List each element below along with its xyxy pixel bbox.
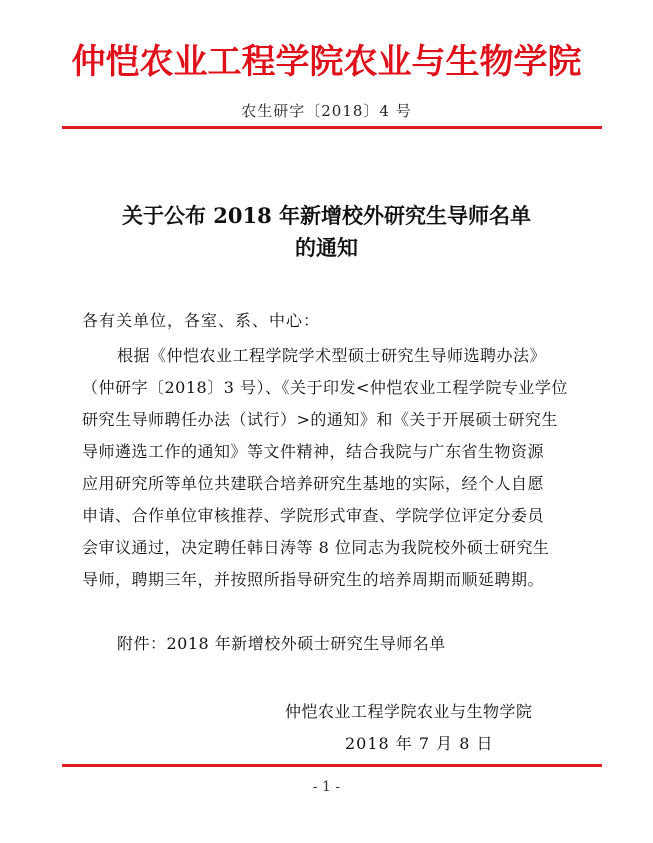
document-title-line-2: 的通知: [295, 235, 358, 260]
paragraph-line: （仲研字〔2018〕3 号）、《关于印发<仲恺农业工程学院专业学位: [82, 378, 568, 397]
footer-divider: [62, 764, 602, 767]
signature-organization: 仲恺农业工程学院农业与生物学院: [285, 702, 533, 721]
document-title-line-1: 关于公布 2018 年新增校外研究生导师名单: [121, 203, 532, 228]
paragraph-line: 会审议通过，决定聘任韩日涛等 8 位同志为我院校外硕士研究生: [82, 538, 550, 557]
salutation: 各有关单位，各室、系、中心：: [82, 311, 321, 330]
paragraph-line: 应用研究所等单位共建联合培养研究生基地的实际，经个人自愿: [82, 474, 545, 493]
attachment-note: 附件：2018 年新增校外硕士研究生导师名单: [117, 634, 446, 653]
signature-date: 2018 年 7 月 8 日: [345, 734, 494, 753]
document-number: 农生研字〔2018〕4 号: [241, 102, 412, 120]
issuing-organization-header: 仲恺农业工程学院农业与生物学院: [71, 42, 582, 82]
paragraph-line: 导师，聘期三年，并按照所指导研究生的培养周期而顺延聘期。: [82, 570, 545, 589]
header-divider: [62, 126, 602, 129]
paragraph-line: 导师遴选工作的通知》等文件精神，结合我院与广东省生物资源: [82, 442, 545, 461]
paragraph-line: 申请、合作单位审核推荐、学院形式审查、学院学位评定分委员: [82, 506, 545, 525]
paragraph-line: 研究生导师聘任办法（试行）>的通知》和《关于开展硕士研究生: [82, 410, 558, 429]
paragraph-line: 根据《仲恺农业工程学院学术型硕士研究生导师选聘办法》: [117, 346, 547, 365]
page-number: - 1 -: [312, 779, 341, 795]
